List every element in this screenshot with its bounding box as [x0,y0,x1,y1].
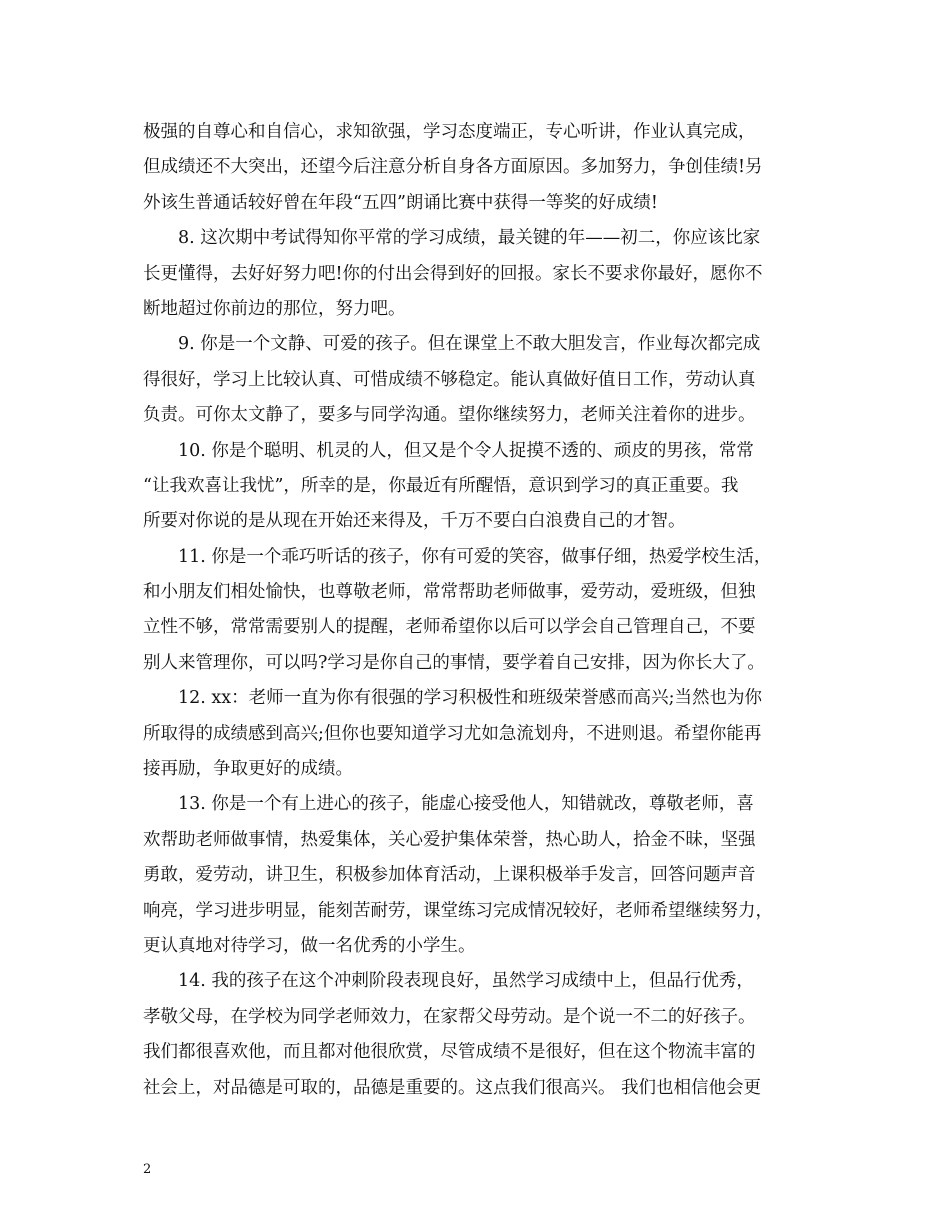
paragraph-start-line: 13. 你是一个有上进心的孩子，能虚心接受他人，知错就改，尊敬老师，喜 [178,794,754,815]
text-line: 社会上，对品德是可取的，品德是重要的。这点我们很高兴。 我们也相信他会更 [143,1077,762,1098]
text-line: “让我欢喜让我忧”，所幸的是，你最近有所醒悟，意识到学习的真正重要。我 [143,475,739,496]
paragraph-start-line: 10. 你是个聪明、机灵的人，但又是个令人捉摸不透的、顽皮的男孩，常常 [178,440,754,461]
text-line: 我们都很喜欢他，而且都对他很欣赏，尽管成绩不是很好，但在这个物流丰富的 [143,1042,756,1063]
text-line: 勇敢，爱劳动，讲卫生，积极参加体育活动，上课积极举手发言，回答问题声音 [143,865,756,886]
text-line: 更认真地对待学习，做一名优秀的小学生。 [143,935,476,956]
text-line: 但成绩还不大突出，还望今后注意分析自身各方面原因。多加努力，争创佳绩!另 [143,157,763,178]
paragraph-start-line: 14. 我的孩子在这个冲刺阶段表现良好，虽然学习成绩中上，但品行优秀， [178,971,754,992]
text-line: 极强的自尊心和自信心，求知欲强，学习态度端正，专心听讲，作业认真完成， [143,122,756,142]
text-line: 负责。可你太文静了，要多与同学沟通。望你继续努力，老师关注着你的进步。 [143,405,756,426]
text-line: 外该生普通话较好曾在年段“五四”朗诵比赛中获得一等奖的好成绩! [143,192,658,213]
text-line: 别人来管理你，可以吗?学习是你自己的事情，要学着自己安排，因为你长大了。 [143,652,765,673]
text-line: 响亮，学习进步明显，能刻苦耐劳，课堂练习完成情况较好，老师希望继续努力， [143,900,773,921]
text-line: 立性不够，常常需要别人的提醒，老师希望你以后可以学会自己管理自己，不要 [143,617,756,638]
text-line: 和小朋友们相处愉快，也尊敬老师，常常帮助老师做事，爱劳动，爱班级，但独 [143,582,756,603]
text-line: 欢帮助老师做事情，热爱集体，关心爱护集体荣誉，热心助人，拾金不昧，坚强 [143,829,756,850]
document-body [143,115,823,1106]
text-line: 得很好，学习上比较认真、可惜成绩不够稳定。能认真做好值日工作，劳动认真 [143,369,756,390]
text-line: 接再励，争取更好的成绩。 [143,759,353,780]
paragraph-start-line: 8. 这次期中考试得知你平常的学习成绩，最关键的年——初二，你应该比家 [178,228,761,249]
page-number: 2 [143,1162,152,1177]
text-line: 孝敬父母，在学校为同学老师效力，在家帮父母劳动。是个说一不二的好孩子。 [143,1006,756,1027]
text-line: 所要对你说的是从现在开始还来得及，千万不要白白浪费自己的才智。 [143,511,686,532]
paragraph-start-line: 11. 你是一个乖巧听话的孩子，你有可爱的笑容，做事仔细，热爱学校生活， [178,546,772,567]
text-line: 所取得的成绩感到高兴;但你也要知道学习尤如急流划舟，不进则退。希望你能再 [143,723,762,744]
text-line: 断地超过你前边的那位，努力吧。 [143,298,406,319]
paragraph-start-line: 12. xx：老师一直为你有很强的学习积极性和班级荣誉感而高兴;当然也为你 [178,688,763,709]
text-line: 长更懂得，去好好努力吧!你的付出会得到好的回报。家长不要求你最好，愿你不 [143,263,763,284]
paragraph-start-line: 9. 你是一个文静、可爱的孩子。但在课堂上不敢大胆发言，作业每次都完成 [178,334,761,355]
